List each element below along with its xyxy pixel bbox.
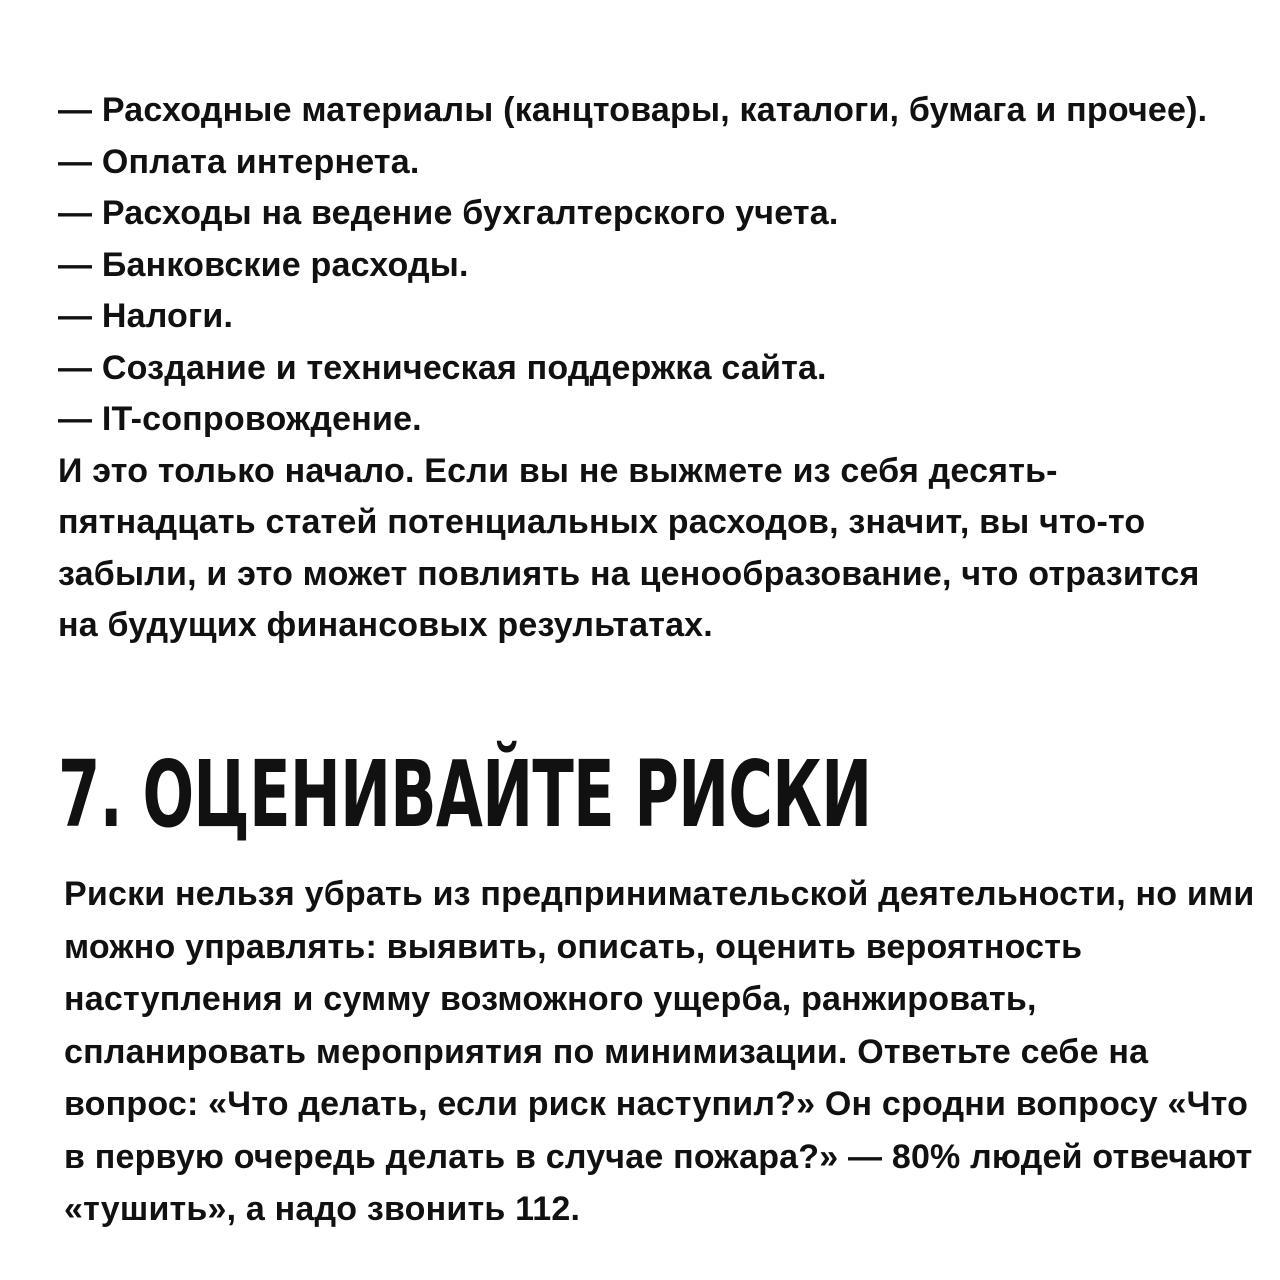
- list-item: — Банковские расходы.: [58, 245, 469, 284]
- list-item: — Налоги.: [58, 297, 234, 335]
- list-item: — Расходные материалы (канцтовары, каталоги, бумага и прочее).: [58, 91, 1208, 129]
- list-conclusion: И это только начало. Если вы не выжмете из себя десять-пятнадцать статей потенциальных расходов, значит, вы что-то забыли, и это может повлиять на ценообразование, что отразится на будущих финансовых результатах.: [58, 451, 1200, 644]
- list-item: — Расходы на ведение бухгалтерского учета.: [58, 194, 839, 232]
- section-heading: 7. ОЦЕНИВАЙТЕ РИСКИ: [58, 741, 872, 848]
- list-item: — Создание и техническая поддержка сайта.: [58, 348, 827, 387]
- list-item: — Оплата интернета.: [58, 142, 420, 181]
- expense-list: [58, 85, 1248, 652]
- list-item: — IT-сопровождение.: [58, 400, 422, 438]
- section-body: Риски нельзя убрать из предпринимательской деятельности, но ими можно управлять: выявить, описать, оценить вероятность наступления и сумму возможного ущерба, ранжировать, спланировать мероприятия по минимизации. Ответьте себе на вопрос: «Что делать, если риск наступил?» Он сродни вопросу «Что в первую очередь делать в случае пожара?» — 80% людей отвечают «тушить», а надо звонить 112.: [64, 875, 1255, 1228]
